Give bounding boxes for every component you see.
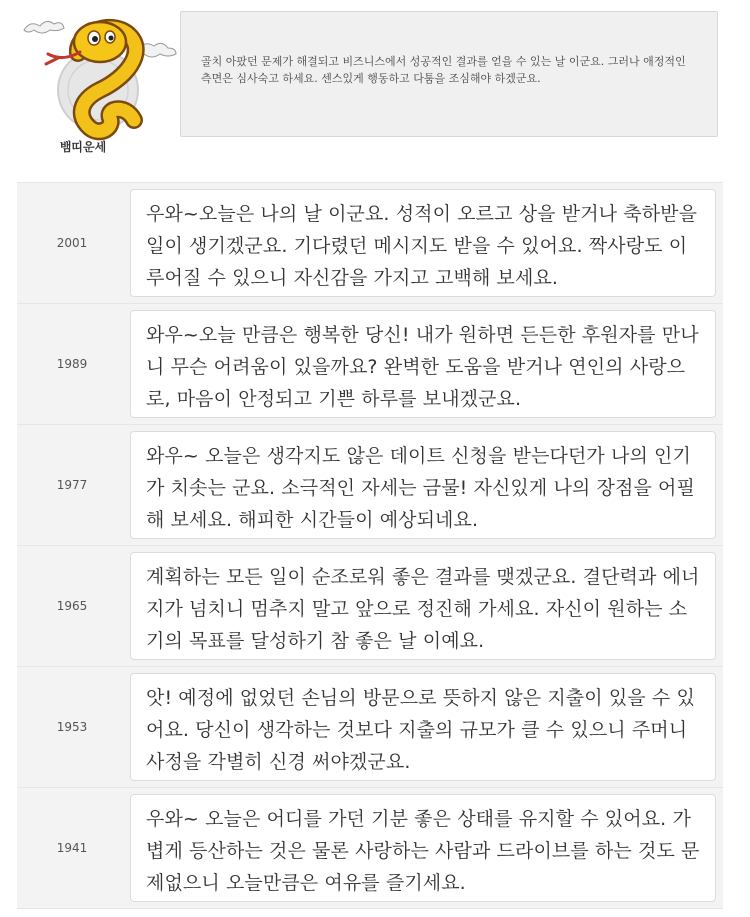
fortune-row (17, 545, 723, 666)
fortune-card (130, 673, 716, 781)
fortune-card (130, 552, 716, 660)
fortune-card (130, 794, 716, 902)
fortune-text: 우와~ 오늘은 어디를 가던 기분 좋은 상태를 유지할 수 있어요. 가볍게 등산하는 것은 물론 사랑하는 사람과 드라이브를 하는 것도 문제없으니 오늘만큼은 여유를 즐기세요. (146, 808, 700, 894)
fortune-row (17, 787, 723, 909)
header (0, 0, 750, 165)
fortune-text: 와우~오늘 만큼은 행복한 당신! 내가 원하면 든든한 후원자를 만나니 무슨 어려움이 있을까요? 완벽한 도움을 받거나 연인의 사랑으로, 마음이 안정되고 기쁜 하루를 보내겠군요. (146, 324, 699, 410)
fortune-summary-text: 골치 아팠던 문제가 해결되고 비즈니스에서 성공적인 결과를 얻을 수 있는 날 이군요. 그러나 애정적인 측면은 심사숙고 하세요. 센스있게 행동하고 다툼을 조심해야 하겠군요. (201, 55, 686, 85)
fortune-summary-box (180, 11, 718, 137)
snake-icon (18, 8, 183, 143)
fortune-row (17, 424, 723, 545)
fortune-text: 앗! 예정에 없었던 손님의 방문으로 뜻하지 않은 지출이 있을 수 있어요. 당신이 생각하는 것보다 지출의 규모가 클 수 있으니 주머니 사정을 각별히 신경 써야겠군요. (146, 687, 695, 773)
birth-year: 1965 (56, 599, 88, 613)
fortune-card (130, 310, 716, 418)
fortune-card (130, 189, 716, 297)
birth-year: 1989 (56, 357, 88, 371)
fortune-card (130, 431, 716, 539)
logo-label: 뱀띠운세 (59, 140, 107, 154)
birth-year: 1977 (56, 478, 88, 492)
birth-year: 2001 (56, 236, 88, 250)
fortune-row (17, 666, 723, 787)
fortune-text: 계획하는 모든 일이 순조로워 좋은 결과를 맺겠군요. 결단력과 에너지가 넘치니 멈추지 말고 앞으로 정진해 가세요. 자신이 원하는 소기의 목표를 달성하기 참 좋은 날 이예요. (146, 566, 700, 652)
birth-year: 1941 (56, 841, 88, 855)
fortune-row (17, 303, 723, 424)
birth-year: 1953 (56, 720, 88, 734)
fortune-text: 우와~오늘은 나의 날 이군요. 성적이 오르고 상을 받거나 축하받을 일이 생기겠군요. 기다렸던 메시지도 받을 수 있어요. 짝사랑도 이루어질 수 있으니 자신감을 가지고 고백해 보세요. (146, 203, 698, 289)
fortune-list (17, 182, 723, 909)
fortune-row (17, 182, 723, 303)
fortune-text: 와우~ 오늘은 생각지도 않은 데이트 신청을 받는다던가 나의 인기가 치솟는 군요. 소극적인 자세는 금물! 자신있게 나의 장점을 어필해 보세요. 해피한 시간들이 예상되네요. (146, 445, 695, 531)
snake-zodiac-logo (18, 8, 183, 158)
